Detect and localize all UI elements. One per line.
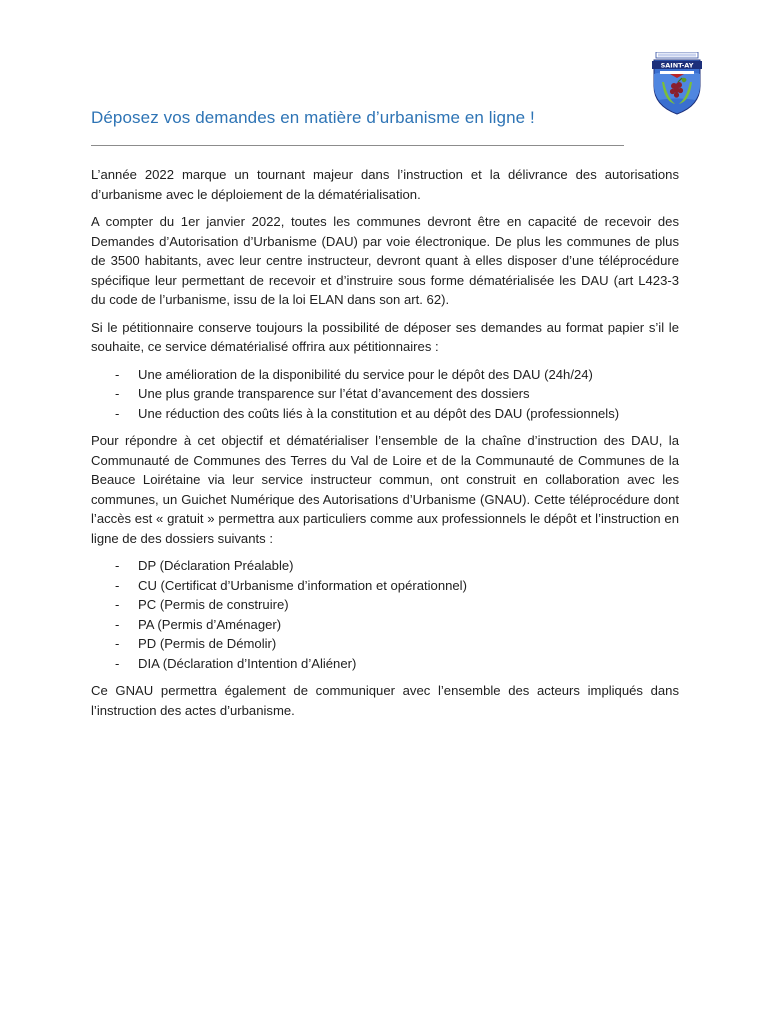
intro-paragraph: L’année 2022 marque un tournant majeur dans l’instruction et la délivrance des autorisations d’urbanisme avec le déploiement de la dématérialisation. (91, 167, 679, 202)
list-item: - PC (Permis de construire) (91, 595, 679, 615)
gnau-paragraph: Pour répondre à cet objectif et dématérialiser l’ensemble de la chaîne d’instruction des DAU, la Communauté de Communes des Terres du Val de Loire et de la Communauté de Communes de la Beauce Loirétaine via leur service instructeur commun, ont construit en collaboration avec les communes, un Guichet Numérique des Autorisations d’Urbanisme (GNAU). Cette téléprocédure dont l’accès est « gratuit » permettra aux particuliers comme aux professionnels le dépôt et l’instruction en ligne de des dossiers suivants : (91, 433, 679, 546)
benefits-intro-paragraph: Si le pétitionnaire conserve toujours la possibilité de déposer ses demandes au format papier s’il le souhaite, ce service dématérialisé offrira aux pétitionnaires : (91, 319, 679, 354)
legal-paragraph: A compter du 1er janvier 2022, toutes les communes devront être en capacité de recevoir des Demandes d’Autorisation d’Urbanisme (DAU) par voie électronique. De plus les communes de plus de 3500 habitants, avec leur centre instructeur, devront quant à elles disposer d’une téléprocédure spécifique leur permettant de recevoir et d’instruire sous forme dématérialisée les DAU (art L423-3 du code de l’urbanisme, issu de la loi ELAN dans son art. 62). (91, 214, 679, 307)
town-crest-logo (648, 52, 706, 116)
list-item: - PA (Permis d’Aménager) (91, 615, 679, 635)
list-item: - PD (Permis de Démolir) (91, 634, 679, 654)
title-divider (91, 145, 624, 146)
closing-paragraph: Ce GNAU permettra également de communiquer avec l’ensemble des acteurs impliqués dans l’instruction des actes d’urbanisme. (91, 683, 679, 718)
page-title: Déposez vos demandes en matière d’urbanisme en ligne ! (91, 108, 535, 127)
crest-ribbon-text: SAINT-AY (660, 61, 694, 70)
list-item: - DP (Déclaration Préalable) (91, 556, 679, 576)
list-item: - DIA (Déclaration d’Intention d’Aliéner) (91, 654, 679, 674)
list-item: - Une amélioration de la disponibilité du service pour le dépôt des DAU (24h/24) (91, 365, 679, 385)
list-item: - Une réduction des coûts liés à la constitution et au dépôt des DAU (professionnels) (91, 404, 679, 424)
list-item: - CU (Certificat d’Urbanisme d’information et opérationnel) (91, 576, 679, 596)
dossiers-list (91, 556, 679, 673)
crest-shield-icon (648, 52, 706, 116)
benefits-list (91, 365, 679, 424)
article-body (91, 165, 679, 728)
list-item: - Une plus grande transparence sur l’état d’avancement des dossiers (91, 384, 679, 404)
